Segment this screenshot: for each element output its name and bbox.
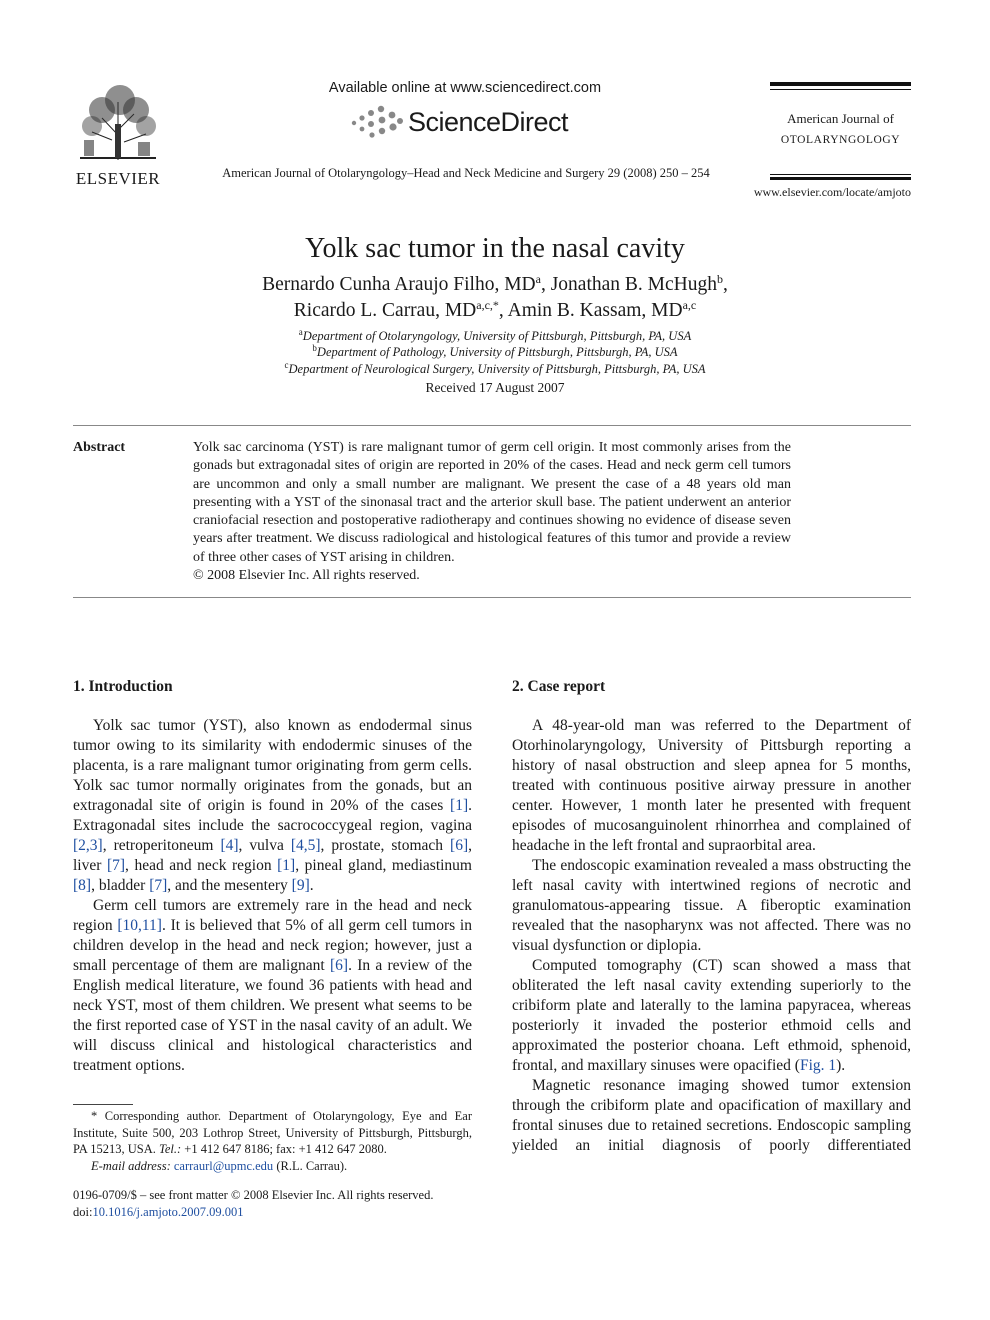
citation-link[interactable]: [6] <box>330 957 349 974</box>
citation-link[interactable]: [6] <box>450 837 469 854</box>
elsevier-logo <box>72 80 164 188</box>
paragraph <box>73 716 472 896</box>
doi-line <box>73 1204 472 1221</box>
paragraph <box>512 716 911 856</box>
paragraph-text: , and the mesentery <box>167 877 292 894</box>
author-name[interactable]: Jonathan B. McHugh <box>550 274 717 295</box>
sciencedirect-wordmark: ScienceDirect <box>408 106 569 137</box>
author-name[interactable]: Ricardo L. Carrau, MD <box>293 300 477 321</box>
doi-link[interactable]: 10.1016/j.amjoto.2007.09.001 <box>92 1205 244 1219</box>
paragraph-text: , bladder <box>91 877 150 894</box>
affiliation-sup: c <box>284 360 289 370</box>
journal-badge-subtitle: OTOLARYNGOLOGY <box>780 134 901 146</box>
journal-citation-line: American Journal of Otolaryngology–Head and Neck Medicine and Surgery 29 (2008) 250 – 254 <box>222 166 710 180</box>
paragraph <box>512 956 911 1076</box>
author-line-1 <box>0 272 990 298</box>
sciencedirect-dots-icon <box>348 103 406 141</box>
citation-link[interactable]: [4] <box>220 837 239 854</box>
paragraph-text: . <box>309 877 314 894</box>
paragraph-text: , vulva <box>238 837 291 854</box>
author-affil-sup[interactable]: a,c,* <box>476 298 499 312</box>
affiliation-c <box>0 362 990 377</box>
available-online-text[interactable]: Available online at www.sciencedirect.com <box>328 80 602 96</box>
badge-rule-top-thin <box>770 89 911 90</box>
citation-link[interactable]: [10,11] <box>117 917 162 934</box>
paragraph-text: , retroperitoneum <box>102 837 221 854</box>
paragraph-text: . It is believed that 5% of all germ cell tumors in children develop in the head and neck region; however, just a small percentage of them are malignant <box>73 917 472 974</box>
citation-link[interactable]: Fig. 1 <box>799 1057 837 1074</box>
article-title: Yolk sac tumor in the nasal cavity <box>305 233 685 264</box>
section-heading-introduction: 1. Introduction <box>73 678 173 695</box>
badge-rule-bottom <box>770 177 911 180</box>
paragraph <box>512 1076 911 1156</box>
author-affil-sup[interactable]: a,c <box>682 298 697 312</box>
abstract-rule-top <box>73 425 911 426</box>
case-report-column <box>512 716 911 1156</box>
paragraph-text: , head and neck region <box>125 857 278 874</box>
badge-rule-top <box>770 82 911 86</box>
abstract-body <box>193 439 791 585</box>
footnote-marker: * <box>91 1109 98 1123</box>
author-separator: , <box>498 300 508 321</box>
citation-link[interactable]: [7] <box>149 877 168 894</box>
email-link[interactable]: carraurl@upmc.edu <box>173 1158 274 1173</box>
badge-rule-bottom-thin <box>770 174 911 175</box>
paragraph-text: . Extragonadal sites include the sacrococcygeal region, vagina <box>73 797 472 834</box>
abstract-label: Abstract <box>73 440 126 455</box>
author-separator: , <box>723 274 728 295</box>
paragraph-text: Magnetic resonance imaging showed tumor extension through the cribiform plate and opacification of maxillary and frontal sinuses due to retained secretions. Endoscopic sampling yielded an initial diagnosis of poorly differentiated <box>512 1077 911 1154</box>
affiliation-text: Department of Neurological Surgery, University of Pittsburgh, Pittsburgh, PA, USA <box>288 362 706 376</box>
paragraph-text: , pineal gland, mediastinum <box>295 857 472 874</box>
abstract-text: Yolk sac carcinoma (YST) is rare malignant tumor of germ cell origin. It most commonly arises from the gonads but extragonadal sites of origin are reported in 20% of the cases. Head and neck germ cell tumors are uncommon and only a small number are malignant. We present the case of a 48 years old man presenting with a YST of the sinonasal tract and the arterior skull base. The patient underwent an anterior craniofacial resection and postoperative radiotherapy and continues showing no evidence of disease seven years after treatment. We discuss radiological and histological features of this tumor and provide a review of three other cases of YST arising in children. <box>193 440 791 565</box>
citation-link[interactable]: [2,3] <box>73 837 103 854</box>
author-line-2 <box>0 298 990 324</box>
citation-link[interactable]: [8] <box>73 877 92 894</box>
issn-line <box>73 1187 472 1221</box>
citation-link[interactable]: [9] <box>291 877 310 894</box>
affiliation-text: Department of Pathology, University of Pittsburgh, Pittsburgh, PA, USA <box>316 345 678 359</box>
section-heading-case-report: 2. Case report <box>512 678 606 695</box>
email-suffix: (R.L. Carrau). <box>273 1158 348 1173</box>
paragraph-text: . In a review of the English medical literature, we found 36 patients with head and neck YST, most of them children. We present what seems to be the first reported case of YST in the nasal cavity of an adult. We will discuss clinical and histological characteristics and treatment options. <box>73 957 472 1074</box>
paragraph-text: , prostate, stomach <box>320 837 451 854</box>
paragraph-text: , liver <box>73 837 472 874</box>
publisher-name: ELSEVIER <box>75 169 161 188</box>
paragraph-text: A 48-year-old man was referred to the Department of Otorhinolaryngology, University of Pittsburgh reporting a history of nasal obstruction and sleep apnea for 5 months, treated with continuous positive airway pressure in another center. However, 1 month later he presented with frequent episodes of mucosanguinolent rhinorrhea and complained of headache in the left frontal and supraorbital area. <box>512 717 911 854</box>
journal-url-link[interactable]: www.elsevier.com/locate/amjoto <box>753 185 911 199</box>
sciencedirect-logo[interactable] <box>348 102 588 142</box>
abstract-copyright: © 2008 Elsevier Inc. All rights reserved. <box>193 568 420 584</box>
footnote-rule <box>73 1104 133 1105</box>
paragraph-text: The endoscopic examination revealed a mass obstructing the left nasal cavity with intertwined regions of necrotic and granulomatous-appearing tissue. A fiberoptic examination revealed that the nasopharynx was not affected. There was no visual dysfunction or diplopia. <box>512 857 911 954</box>
tel-fax: +1 412 647 8186; fax: +1 412 647 2080. <box>181 1142 387 1156</box>
author-name[interactable]: Bernardo Cunha Araujo Filho, MD <box>262 274 536 295</box>
affiliation-b <box>0 345 990 360</box>
citation-link[interactable]: [1] <box>277 857 296 874</box>
paragraph-text: Computed tomography (CT) scan showed a mass that obliterated the left nasal cavity extending superiorly to the cribiform plate and laterally to the lamina papyracea, whereas posteriorly it invaded the posterior ethmoid cells and approximated the posterior choana. Left ethmoid, sphenoid, frontal, and maxillary sinuses were opacified ( <box>512 957 911 1074</box>
footnote-text: Corresponding author. Department of Otolaryngology, Eye and Ear Institute, Suite 500, 203 Lothrop Street, University of Pittsburgh, Pittsburgh, PA 15213, USA. <box>73 1109 472 1156</box>
citation-link[interactable]: [7] <box>106 857 126 874</box>
abstract-rule-bottom <box>73 597 911 598</box>
paragraph-text: Yolk sac tumor (YST), also known as endodermal sinus tumor owing to its similarity with endodermic sinuses of the placenta, is a rare malignant tumor originating from germ cells. Yolk sac tumor normally originates from the gonads, but an extragonadal site of origin is found in 20% of the cases <box>73 717 472 814</box>
elsevier-tree-icon <box>72 80 164 162</box>
journal-badge-title: American Journal of <box>787 111 894 126</box>
doi-label: doi: <box>73 1205 93 1219</box>
author-affil-sup[interactable]: a <box>535 272 541 286</box>
citation-link[interactable]: [4,5] <box>290 837 321 854</box>
paragraph-text: Germ cell tumors are extremely rare in the head and neck region <box>73 897 472 934</box>
paragraph-text: ). <box>836 1057 846 1074</box>
corresponding-author-footnote <box>73 1108 472 1174</box>
affiliation-sup: a <box>298 327 303 337</box>
paragraph <box>512 856 911 956</box>
citation-link[interactable]: [1] <box>450 797 469 814</box>
issn-text: 0196-0709/$ – see front matter © 2008 Elsevier Inc. All rights reserved. <box>73 1188 434 1202</box>
author-name[interactable]: Amin B. Kassam, MD <box>507 300 683 321</box>
affiliation-text: Department of Otolaryngology, University of Pittsburgh, Pittsburgh, PA, USA <box>302 329 692 343</box>
tel-label: Tel.: <box>159 1142 182 1156</box>
email-label: E-mail address: <box>91 1158 171 1173</box>
author-affil-sup[interactable]: b <box>717 272 723 286</box>
received-date: Received 17 August 2007 <box>425 380 565 395</box>
paragraph <box>73 896 472 1076</box>
affiliation-sup: b <box>312 343 317 353</box>
affiliation-a <box>0 329 990 344</box>
author-separator: , <box>540 274 551 295</box>
introduction-column <box>73 716 472 1076</box>
